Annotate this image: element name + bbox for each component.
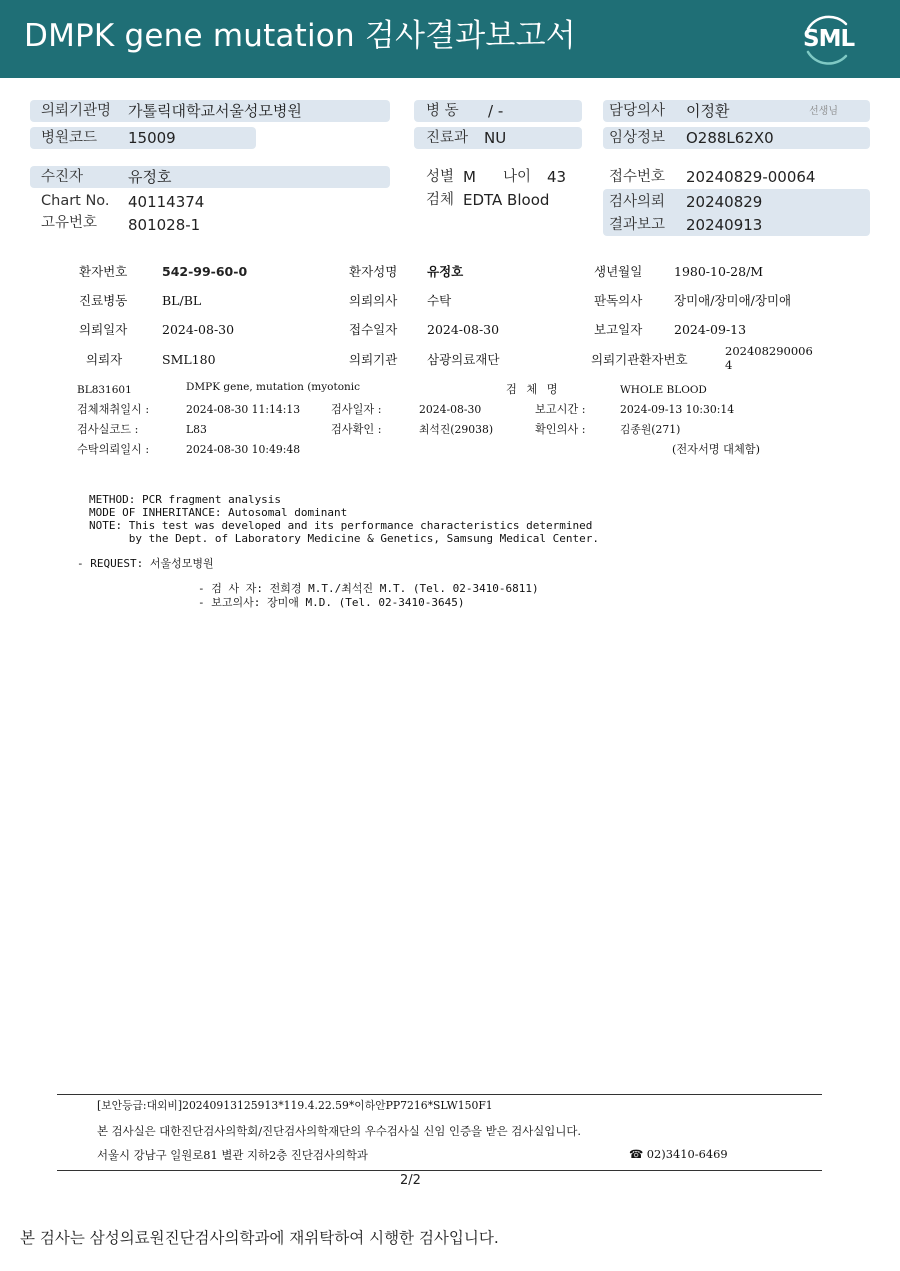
consign-label: 수탁의뢰일시 : xyxy=(77,443,150,456)
tester-line: - 검 사 자: 전희경 M.T./최석진 M.T. (Tel. 02-3410-6811) xyxy=(198,582,539,595)
rep-date-value: 2024-09-13 xyxy=(674,322,747,337)
sex-label: 성별 xyxy=(426,169,455,185)
phone-line: ☎ 02)3410-6469 xyxy=(629,1147,728,1161)
requester-label: 의뢰자 xyxy=(86,352,123,367)
ward-value: / - xyxy=(488,102,504,120)
doctor-value: 이정환 xyxy=(686,102,730,120)
reader-label: 판독의사 xyxy=(594,293,643,308)
reporter-line: - 보고의사: 장미애 M.D. (Tel. 02-3410-3645) xyxy=(198,596,465,609)
requester-value: SML180 xyxy=(162,352,216,367)
sml-logo-icon xyxy=(796,12,856,66)
note-line-2: by the Dept. of Laboratory Medicine & Genetics, Samsung Medical Center. xyxy=(89,532,599,545)
rep-time-label: 보고시간 : xyxy=(535,403,586,416)
report-date-label: 결과보고 xyxy=(609,217,666,233)
hospital-code-value: 15009 xyxy=(128,129,176,147)
hospital-code-label: 병원코드 xyxy=(41,130,98,146)
specimen-value: EDTA Blood xyxy=(463,191,550,209)
dept-label: 진료과 xyxy=(426,130,469,146)
patient-no-value: 542-99-60-0 xyxy=(162,264,248,279)
ward-label: 병 동 xyxy=(426,103,459,119)
request-date-value: 20240829 xyxy=(686,193,763,211)
request-line: - REQUEST: 서울성모병원 xyxy=(77,557,214,570)
collect-value: 2024-08-30 11:14:13 xyxy=(186,403,301,416)
esign-note: (전자서명 대체함) xyxy=(672,443,760,456)
test-name: DMPK gene, mutation (myotonic xyxy=(186,381,361,393)
receipt-label: 접수번호 xyxy=(609,169,666,185)
report-date-value: 20240913 xyxy=(686,216,763,234)
lab-code-label: 검사실코드 : xyxy=(77,423,139,436)
age-label: 나이 xyxy=(503,169,532,185)
dob-value: 1980-10-28/M xyxy=(674,264,764,279)
specimen-name-value: WHOLE BLOOD xyxy=(620,384,707,396)
reader-value: 장미애/장미애/장미애 xyxy=(674,293,792,308)
specimen-name-label: 검 체 명 xyxy=(506,383,558,396)
institution-value: 가톨릭대학교서울성모병원 xyxy=(128,102,302,120)
security-line: [보안등급:대외비]20240913125913*119.4.22.59*이하안PP7216*SLW150F1 xyxy=(97,1099,493,1112)
cert-line: 본 검사실은 대한진단검사의학회/진단검사의학재단의 우수검사실 신임 인증을 받은 검사실입니다. xyxy=(97,1124,581,1138)
chart-value: 40114374 xyxy=(128,193,205,211)
ward-value-2: BL/BL xyxy=(162,293,202,308)
unique-value: 801028-1 xyxy=(128,216,201,234)
test-date-label: 검사일자 : xyxy=(331,403,382,416)
clinical-value: O288L62X0 xyxy=(686,129,774,147)
footer-divider-bottom xyxy=(57,1170,822,1171)
rec-date-label: 접수일자 xyxy=(349,322,398,337)
inst-pid-value-1: 202408290006 xyxy=(725,344,813,358)
receipt-value: 20240829-00064 xyxy=(686,168,816,186)
unique-label: 고유번호 xyxy=(41,215,98,231)
logo-text: SML xyxy=(803,26,855,52)
confirm-label: 검사확인 : xyxy=(331,423,382,436)
method-line: METHOD: PCR fragment analysis xyxy=(89,493,282,506)
dob-label: 생년월일 xyxy=(594,264,643,279)
doctor-label: 담당의사 xyxy=(609,103,666,119)
req-doctor-value: 수탁 xyxy=(427,293,452,308)
patient-name-label: 환자성명 xyxy=(349,264,398,279)
mode-line: MODE OF INHERITANCE: Autosomal dominant xyxy=(89,506,348,519)
patient-label: 수진자 xyxy=(41,169,84,185)
consign-value: 2024-08-30 10:49:48 xyxy=(186,443,301,456)
page-number: 2/2 xyxy=(400,1173,421,1188)
rep-date-label: 보고일자 xyxy=(594,322,643,337)
note-line-1: NOTE: This test was developed and its performance characteristics determined xyxy=(89,519,593,532)
rep-time-value: 2024-09-13 10:30:14 xyxy=(620,403,735,416)
patient-bar xyxy=(30,166,390,188)
confirm-value: 최석진(29038) xyxy=(419,423,494,436)
sex-value: M xyxy=(463,168,476,186)
clinical-label: 임상정보 xyxy=(609,130,666,146)
ward-label-2: 진료병동 xyxy=(79,293,128,308)
bottom-note: 본 검사는 삼성의료원진단검사의학과에 재위탁하여 시행한 검사입니다. xyxy=(20,1229,499,1247)
patient-no-label: 환자번호 xyxy=(79,264,128,279)
report-title: DMPK gene mutation 검사결과보고서 xyxy=(24,18,576,54)
inst-pid-value-2: 4 xyxy=(725,358,733,372)
req-inst-label: 의뢰기관 xyxy=(349,352,398,367)
collect-label: 검체채취일시 : xyxy=(77,403,150,416)
confirm-doctor-label: 확인의사 : xyxy=(535,423,586,436)
address-line: 서울시 강남구 일원로81 별관 지하2층 진단검사의학과 xyxy=(97,1148,368,1162)
rec-date-value: 2024-08-30 xyxy=(427,322,500,337)
doctor-suffix: 선생님 xyxy=(809,106,838,117)
patient-value: 유정호 xyxy=(128,168,172,186)
test-code: BL831601 xyxy=(77,384,132,396)
confirm-doctor-value: 김종원(271) xyxy=(620,423,681,436)
dept-value: NU xyxy=(484,129,507,147)
req-date-label: 의뢰일자 xyxy=(79,322,128,337)
req-doctor-label: 의뢰의사 xyxy=(349,293,398,308)
inst-pid-label: 의뢰기관환자번호 xyxy=(591,352,688,367)
test-date-value: 2024-08-30 xyxy=(419,403,482,416)
lab-code-value: L83 xyxy=(186,423,207,436)
req-date-value: 2024-08-30 xyxy=(162,322,235,337)
footer-divider-top xyxy=(57,1094,822,1095)
patient-name-value: 유정호 xyxy=(427,264,464,279)
req-inst-value: 삼광의료재단 xyxy=(427,352,500,367)
request-date-label: 검사의뢰 xyxy=(609,194,666,210)
specimen-label: 검체 xyxy=(426,192,455,208)
chart-label: Chart No. xyxy=(41,193,110,209)
age-value: 43 xyxy=(547,168,567,186)
report-header xyxy=(0,0,900,78)
institution-label: 의뢰기관명 xyxy=(41,103,112,119)
